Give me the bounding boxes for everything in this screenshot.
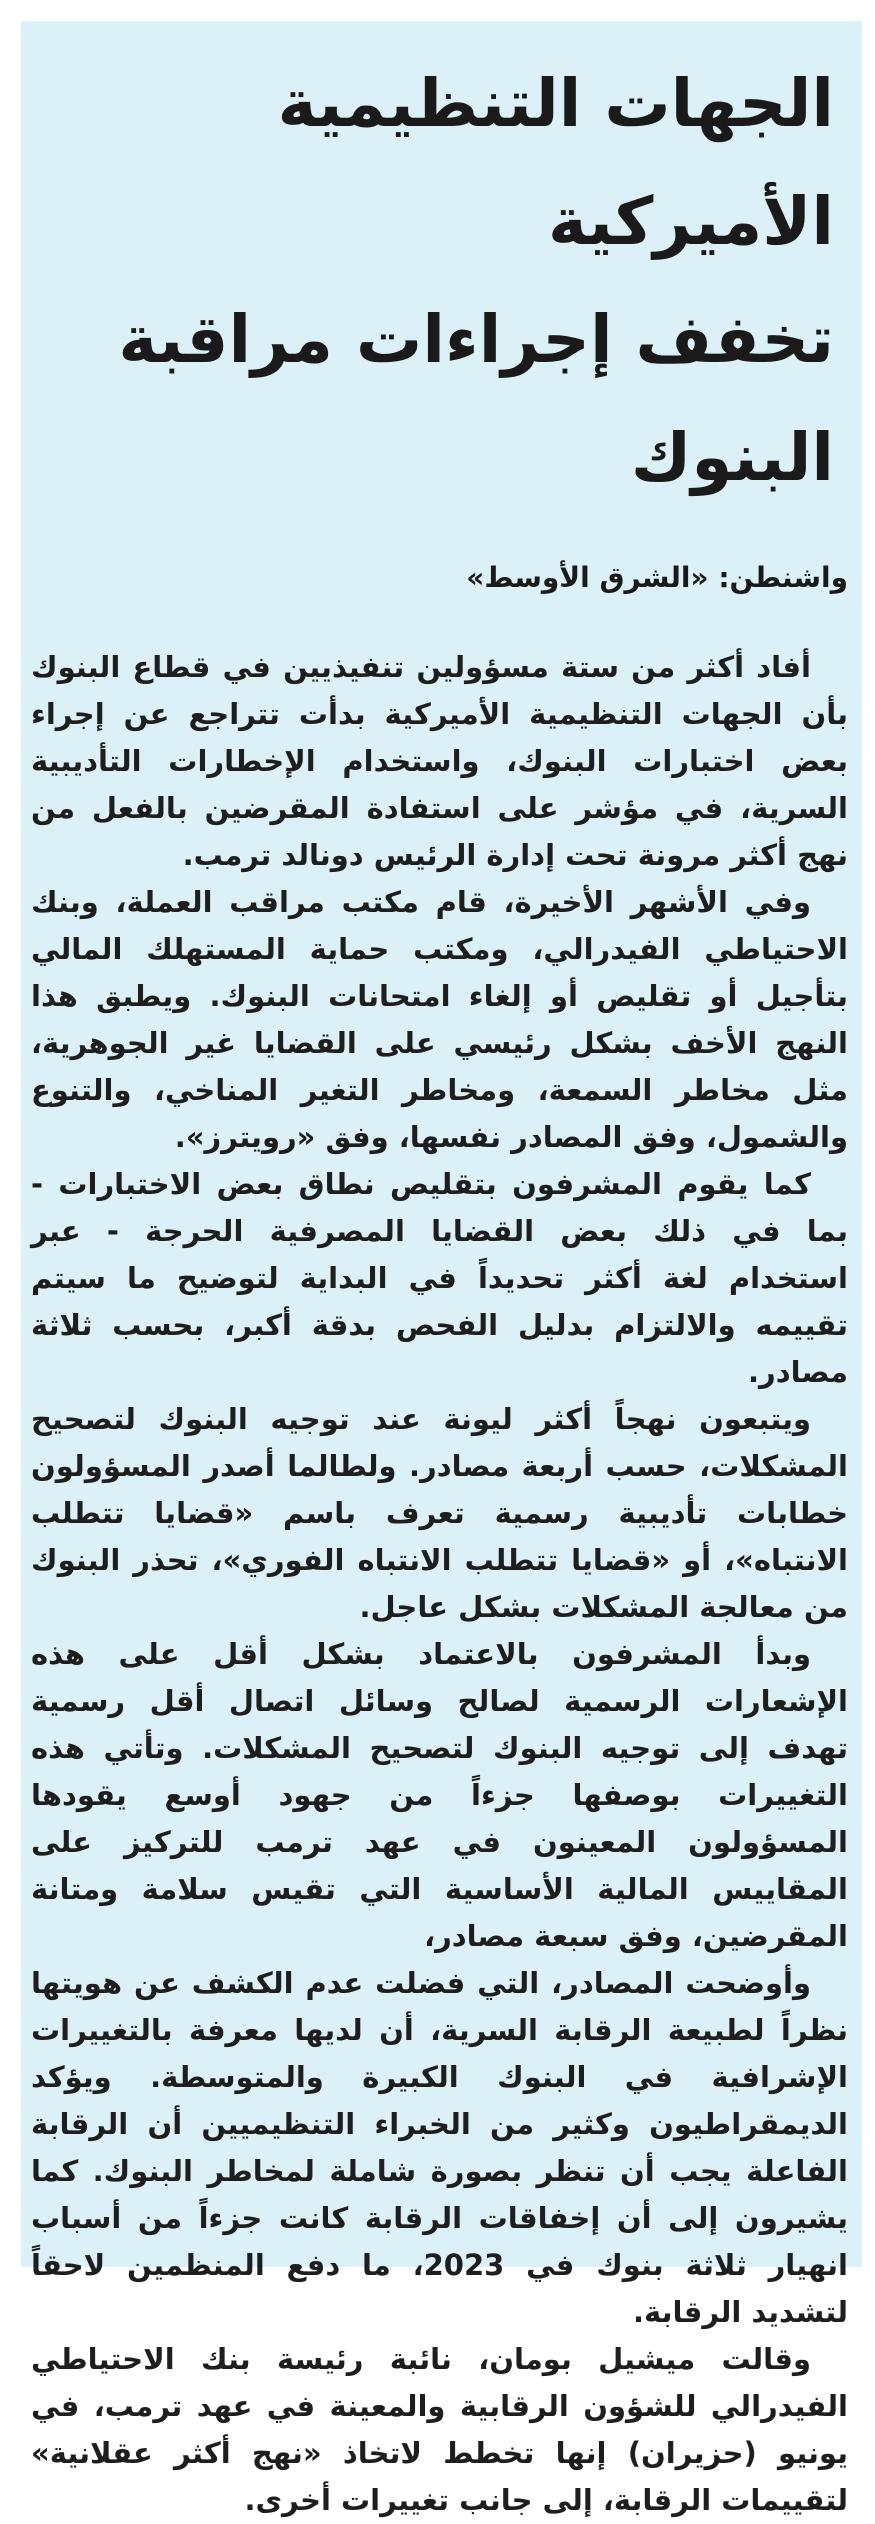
paragraph: ويتبعون نهجاً أكثر ليونة عند توجيه البنوك لتصحيح المشكلات، حسب أربعة مصادر. ولطالما أصدر المسؤولون خطابات تأديبية رسمية تعرف باسم «قضايا تتطلب الانتباه»، أو «قضايا تتطلب الانتباه الفوري»، تحذر البنوك من معالجة المشكلات بشكل عاجل.: [31, 1402, 848, 1624]
article-panel: [21, 21, 862, 2517]
byline: واشنطن: «الشرق الأوسط»: [466, 561, 848, 594]
paragraph: أفاد أكثر من ستة مسؤولين تنفيذيين في قطاع البنوك بأن الجهات التنظيمية الأميركية بدأت تتراجع عن إجراء بعض اختبارات البنوك، واستخدام الإخطارات التأديبية السرية، في مؤشر على استفادة المقرضين بالفعل من نهج أكثر مرونة تحت إدارة الرئيس دونالد ترمب.: [31, 650, 848, 872]
headline: [31, 45, 848, 517]
paragraph: وفي الأشهر الأخيرة، قام مكتب مراقب العملة، وبنك الاحتياطي الفيدرالي، ومكتب حماية المستهلك المالي بتأجيل أو تقليص أو إلغاء امتحانات البنوك. ويطبق هذا النهج الأخف بشكل رئيسي على القضايا غير الجوهرية، مثل مخاطر السمعة، ومخاطر التغير المناخي، والتنوع والشمول، وفق المصادر نفسها، وفق «رويترز».: [31, 885, 848, 1154]
paragraph: وأوضحت المصادر، التي فضلت عدم الكشف عن هويتها نظراً لطبيعة الرقابة السرية، أن لديها معرفة بالتغييرات الإشرافية في البنوك الكبيرة والمتوسطة. ويؤكد الديمقراطيون وكثير من الخبراء التنظيميين أن الرقابة الفاعلة يجب أن تنظر بصورة شاملة لمخاطر البنوك. كما يشيرون إلى أن إخفاقات الرقابة كانت جزءاً من أسباب انهيار ثلاثة بنوك في 2023، ما دفع المنظمين لاحقاً لتشديد الرقابة.: [31, 1966, 848, 2329]
headline-line-1: الجهات التنظيمية الأميركية: [277, 65, 834, 260]
headline-line-2: تخفف إجراءات مراقبة البنوك: [118, 301, 834, 496]
paragraph: كما يقوم المشرفون بتقليص نطاق بعض الاختبارات - بما في ذلك بعض القضايا المصرفية الحرجة - عبر استخدام لغة أكثر تحديداً في البداية لتوضيح ما سيتم تقييمه والالتزام بدليل الفحص بدقة أكبر، بحسب ثلاثة مصادر.: [31, 1167, 848, 1389]
article-body: [31, 644, 848, 2524]
paragraph: وقالت ميشيل بومان، نائبة رئيسة بنك الاحتياطي الفيدرالي للشؤون الرقابية والمعينة في عهد ترمب، في يونيو (حزيران) إنها تخطط لاتخاذ «نهج أكثر عقلانية» لتقييمات الرقابة، إلى جانب تغييرات أخرى.: [31, 2342, 848, 2517]
paragraph: وبدأ المشرفون بالاعتماد بشكل أقل على هذه الإشعارات الرسمية لصالح وسائل اتصال أقل رسمية تهدف إلى توجيه البنوك لتصحيح المشكلات. وتأتي هذه التغييرات بوصفها جزءاً من جهود أوسع يقودها المسؤولون المعينون في عهد ترمب للتركيز على المقاييس المالية الأساسية التي تقيس سلامة ومتانة المقرضين، وفق سبعة مصادر،: [31, 1637, 848, 1953]
